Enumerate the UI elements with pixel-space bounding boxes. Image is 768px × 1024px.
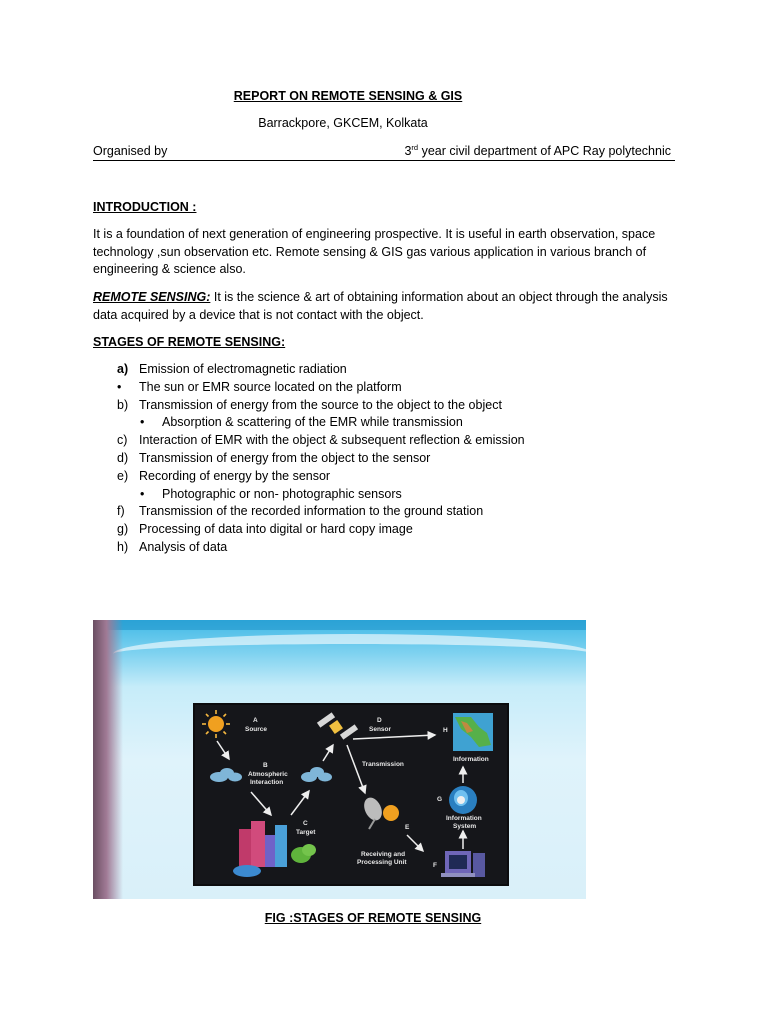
stage-list-text: The sun or EMR source located on the platform xyxy=(139,379,402,394)
cloud-icon-right xyxy=(301,767,332,782)
stage-list-text: Transmission of energy from the source to the object to the object xyxy=(139,397,502,412)
label-a: A xyxy=(253,717,258,724)
label-target: Target xyxy=(296,829,316,836)
intro-paragraph: It is a foundation of next generation of engineering prospective. It is useful in earth observation, space technology ,sun observation etc. Remote sensing & GIS gas various application in various branch of engineering & science also. xyxy=(93,227,656,276)
stages-heading: STAGES OF REMOTE SENSING: xyxy=(93,335,286,349)
satellite-icon xyxy=(317,712,358,739)
stage-list-marker: e) xyxy=(117,468,129,483)
stage-list-text: Photographic or non- photographic sensors xyxy=(162,486,402,501)
computer-icon xyxy=(441,851,485,877)
stage-list-text: Transmission of the recorded information to the ground station xyxy=(139,504,484,519)
organised-by-label: Organised by xyxy=(93,144,168,158)
remote-sensing-diagram xyxy=(193,703,509,886)
organised-by-row xyxy=(93,144,675,161)
label-h: H xyxy=(443,727,448,734)
stage-list-marker: a) xyxy=(117,362,129,376)
label-b: B xyxy=(263,762,268,769)
report-title: REPORT ON REMOTE SENSING & GIS xyxy=(233,89,463,103)
stage-list-item xyxy=(117,468,677,486)
receiving-dish-icon xyxy=(361,795,399,829)
stage-list-marker: b) xyxy=(117,397,129,412)
organised-by-value-prefix: 3 xyxy=(404,144,412,158)
definition-paragraph xyxy=(93,289,673,324)
stage-list-marker: h) xyxy=(117,539,129,554)
label-d: D xyxy=(377,717,382,724)
label-information: Information xyxy=(453,756,489,763)
label-g: G xyxy=(437,796,443,803)
stage-list-text: Absorption & scattering of the EMR while transmission xyxy=(162,415,463,430)
stage-list-marker: • xyxy=(117,379,122,394)
stage-list-item xyxy=(117,432,677,450)
stage-list-item xyxy=(117,397,677,415)
stage-list-item xyxy=(117,450,677,468)
label-source: Source xyxy=(245,726,268,733)
cloud-icon-left xyxy=(210,768,242,782)
label-transmission: Transmission xyxy=(362,761,404,768)
map-icon xyxy=(453,713,493,751)
label-interaction: Interaction xyxy=(250,779,284,786)
label-f: F xyxy=(433,862,437,869)
stage-list-text: Interaction of EMR with the object & subsequent reflection & emission xyxy=(139,433,525,448)
intro-heading: INTRODUCTION : xyxy=(93,200,197,214)
stage-list-item xyxy=(117,414,677,432)
definition-text: It is the science & art of obtaining information about an object through the analysis data acquired by a device that is not contact with the object. xyxy=(93,290,668,322)
stage-list-text: Emission of electromagnetic radiation xyxy=(139,362,347,376)
stage-list-item xyxy=(117,379,677,397)
stage-list-item xyxy=(117,503,677,521)
stage-list-item xyxy=(117,521,677,539)
stage-list-marker: g) xyxy=(117,522,129,537)
organised-by-value-rest: year civil department of APC Ray polytechnic xyxy=(418,144,671,158)
stage-list-item xyxy=(117,361,677,379)
label-sensor: Sensor xyxy=(369,726,392,733)
stage-list-marker: c) xyxy=(117,433,128,448)
photo-wave xyxy=(113,634,586,674)
label-c: C xyxy=(303,820,308,827)
stage-list-text: Analysis of data xyxy=(139,539,228,554)
stage-list-text: Recording of energy by the sensor xyxy=(139,468,331,483)
definition-term: REMOTE SENSING: xyxy=(93,290,211,304)
label-receiving: Receiving and xyxy=(361,851,406,858)
photo-edge-top xyxy=(93,620,586,630)
stage-list-item xyxy=(117,539,677,557)
sun-icon xyxy=(202,710,230,738)
label-information-system-2: System xyxy=(453,823,477,830)
head-icon xyxy=(449,786,477,814)
label-e: E xyxy=(405,824,410,831)
stages-list xyxy=(117,361,677,557)
figure-photo xyxy=(93,620,586,899)
label-information-system-1: Information xyxy=(446,815,482,822)
stage-list-marker: • xyxy=(140,415,145,430)
stage-list-marker: • xyxy=(140,486,145,501)
photo-edge-left xyxy=(93,620,123,899)
stage-list-marker: d) xyxy=(117,450,129,465)
figure-caption: FIG :STAGES OF REMOTE SENSING xyxy=(264,911,482,925)
stage-list-marker: f) xyxy=(117,504,125,519)
stage-list-text: Processing of data into digital or hard copy image xyxy=(139,522,413,537)
label-atmospheric: Atmospheric xyxy=(248,771,288,778)
report-subtitle: Barrackpore, GKCEM, Kolkata xyxy=(258,116,428,130)
label-processing-unit: Processing Unit xyxy=(357,859,407,866)
organised-by-value xyxy=(404,144,671,158)
stage-list-item xyxy=(117,486,677,504)
organised-by-value-sup: rd xyxy=(411,142,419,152)
stage-list-text: Transmission of energy from the object to the sensor xyxy=(139,450,431,465)
